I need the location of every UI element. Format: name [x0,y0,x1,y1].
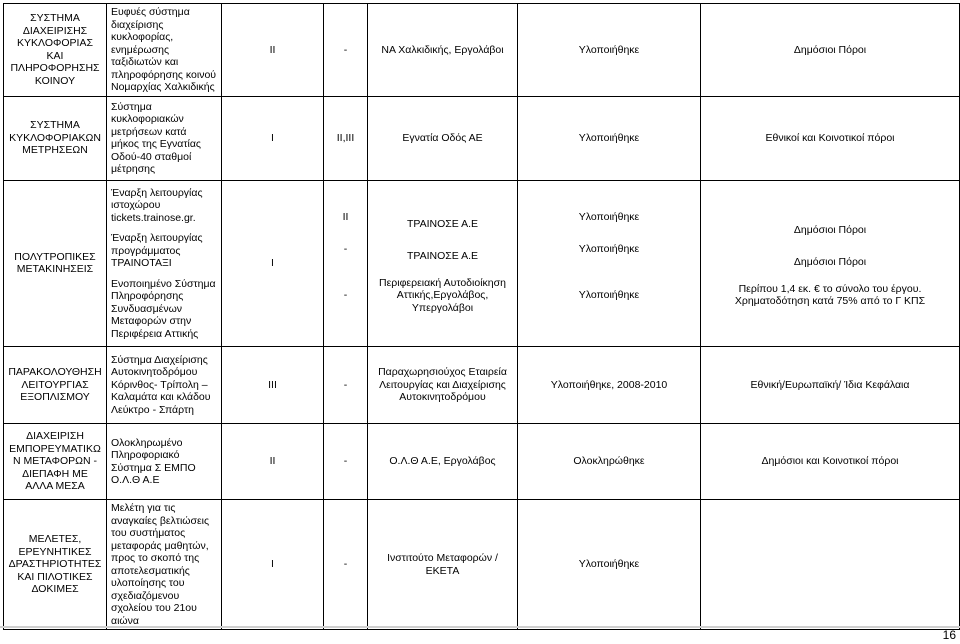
body-cell [368,180,518,347]
area-cell: ΔΙΑΧΕΙΡΙΣΗ ΕΜΠΟΡΕΥΜΑΤΙΚΩΝ ΜΕΤΑΦΟΡΩΝ - ΔΙΕΠΑΦΗ ΜΕ ΑΛΛΑ ΜΕΣΑ [4,424,107,500]
page-number: 16 [942,628,956,642]
secondary-phase-cell: ΙΙ,ΙΙΙ [324,96,368,180]
table-row [4,500,960,630]
description-entry: Έναρξη λειτουργίας ιστοχώρου tickets.trainose.gr. [111,186,203,224]
secondary-phase-cell: - [324,424,368,500]
phase-cell: ΙΙ [222,424,324,500]
description-cell: Μελέτη για τις αναγκαίες βελτιώσεις του συστήματος μεταφοράς μαθητών, προς το σκοπό της αποτελεσματικής υλοποίησης του σχεδιαζόμενου σχολείου του 21ου αιώνα [107,500,222,630]
funding-cell: Εθνική/Ευρωπαϊκή/ Ίδια Κεφάλαια [701,347,960,424]
description-entry: Ενοποιημένο Σύστημα Πληροφόρησης Συνδυασμένων Μεταφορών στην Περιφέρεια Αττικής [111,277,216,340]
phase-cell: Ι [222,180,324,347]
phase-cell: ΙΙΙ [222,347,324,424]
status-cell: Υλοποιήθηκε, 2008-2010 [518,347,701,424]
area-cell: ΠΟΛΥΤΡΟΠΙΚΕΣ ΜΕΤΑΚΙΝΗΣΕΙΣ [4,180,107,347]
body-entry: ΤΡΑΙΝΟΣΕ Α.Ε [406,217,479,230]
description-cell: Ολοκληρωμένο Πληροφοριακό Σύστημα Σ ΕΜΠΟ Ο.Λ.Θ Α.Ε [107,424,222,500]
status-cell: Ολοκληρώθηκε [518,424,701,500]
secondary-phase-cell: - [324,500,368,630]
status-entry: Υλοποιήθηκε [578,243,640,256]
description-entry: Έναρξη λειτουργίας προγράμματος ΤΡΑΙΝΟΤΑΞΙ [111,232,203,269]
body-cell: Εγνατία Οδός ΑΕ [368,96,518,180]
secondary-phase-entry: - [343,289,348,302]
area-cell: ΣΥΣΤΗΜΑ ΔΙΑΧΕΙΡΙΣΗΣ ΚΥΚΛΟΦΟΡΙΑΣ ΚΑΙ ΠΛΗΡΟΦΟΡΗΣΗΣ ΚΟΙΝΟΥ [4,4,107,97]
table-row [4,180,960,347]
funding-entry: Περίπου 1,4 εκ. € το σύνολο του έργου. Χρηματοδότηση κατά 75% από το Γ ΚΠΣ [734,282,926,308]
table-row [4,96,960,180]
table-row [4,4,960,97]
table-row [4,424,960,500]
funding-entry: Δημόσιοι Πόροι [793,255,867,268]
phase-cell: ΙΙ [222,4,324,97]
body-cell: ΝΑ Χαλκιδικής, Εργολάβοι [368,4,518,97]
body-cell: Ινστιτούτο Μεταφορών / ΕΚΕΤΑ [368,500,518,630]
area-cell: ΜΕΛΕΤΕΣ, ΕΡΕΥΝΗΤΙΚΕΣ ΔΡΑΣΤΗΡΙΟΤΗΤΕΣ ΚΑΙ ΠΙΛΟΤΙΚΕΣ ΔΟΚΙΜΕΣ [4,500,107,630]
secondary-phase-cell: - [324,347,368,424]
status-cell: Υλοποιήθηκε [518,96,701,180]
status-cell: Υλοποιήθηκε [518,500,701,630]
phase-cell: Ι [222,500,324,630]
status-entry: Υλοποιήθηκε [578,211,640,224]
body-cell: Παραχωρησιούχος Εταιρεία Λειτουργίας και Διαχείρισης Αυτοκινητοδρόμου [368,347,518,424]
description-cell [107,180,222,347]
area-cell: ΣΥΣΤΗΜΑ ΚΥΚΛΟΦΟΡΙΑΚΩΝ ΜΕΤΡΗΣΕΩΝ [4,96,107,180]
description-cell: Ευφυές σύστημα διαχείρισης κυκλοφορίας, ενημέρωσης ταξιδιωτών και πληροφόρησης κοινού Νομαρχίας Χαλκιδικής [107,4,222,97]
body-cell: Ο.Λ.Θ Α.Ε, Εργολάβος [368,424,518,500]
status-cell: Υλοποιήθηκε [518,4,701,97]
secondary-phase-cell [324,180,368,347]
area-cell: ΠΑΡΑΚΟΛΟΥΘΗΣΗ ΛΕΙΤΟΥΡΓΙΑΣ ΕΞΟΠΛΙΣΜΟΥ [4,347,107,424]
secondary-phase-entry: - [343,243,348,256]
status-entry: Υλοποιήθηκε [578,289,640,302]
body-entry: ΤΡΑΙΝΟΣΕ Α.Ε [406,249,479,262]
secondary-phase-cell: - [324,4,368,97]
body-entry: Περιφερειακή Αυτοδιοίκηση Αττικής,Εργολάβος, Υπεργολάβοι [379,276,506,314]
secondary-phase-entry: ΙΙ [342,211,349,224]
funding-entry: Δημόσιοι Πόροι [793,223,867,236]
funding-cell: Δημόσιοι και Κοινοτικοί πόροι [701,424,960,500]
phase-cell: Ι [222,96,324,180]
page-bottom-divider [0,626,960,628]
funding-cell: Εθνικοί και Κοινοτικοί πόροι [701,96,960,180]
measures-table [3,3,960,630]
funding-cell [701,500,960,630]
description-cell: Σύστημα Διαχείρισης Αυτοκινητοδρόμου Κόρινθος- Τρίπολη – Καλαμάτα και κλάδου Λεύκτρο - Σπάρτη [107,347,222,424]
description-cell: Σύστημα κυκλοφοριακών μετρήσεων κατά μήκος της Εγνατίας Οδού-40 σταθμοί μέτρησης [107,96,222,180]
funding-cell: Δημόσιοι Πόροι [701,4,960,97]
funding-cell [701,180,960,347]
table-row [4,347,960,424]
status-cell [518,180,701,347]
